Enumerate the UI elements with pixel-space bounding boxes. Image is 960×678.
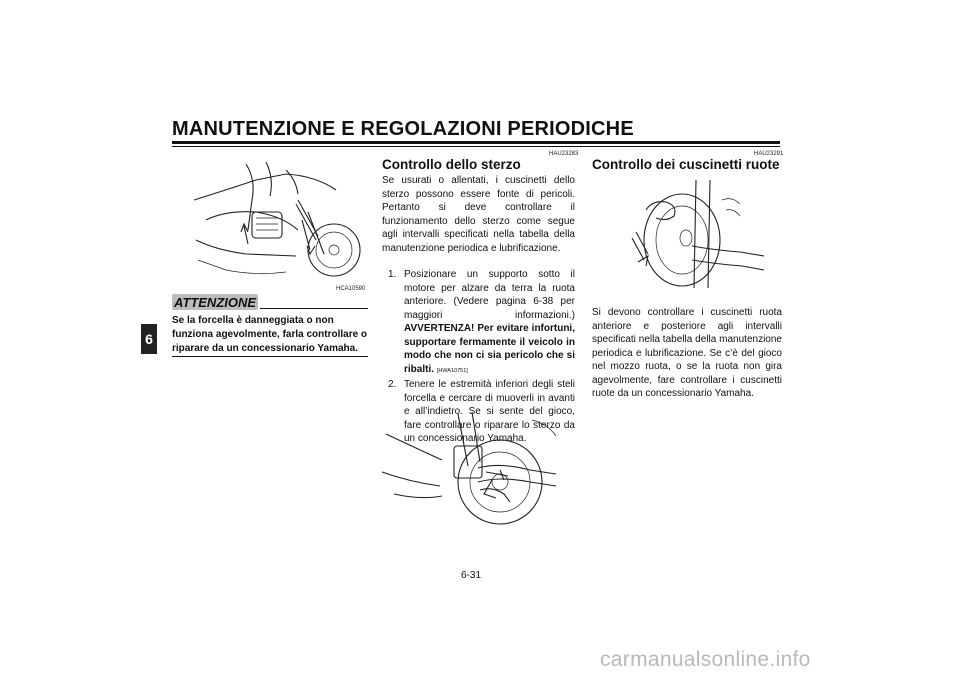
attention-badge: ATTENZIONE [173,294,257,310]
attention-text: Se la forcella è danneggiata o non funziona agevolmente, farla controllare o riparare da un concessionario Yamaha. [172,315,368,354]
step-text: Tenere le estremità inferiori degli steli forcella e cercare di muoverli in avanti e all’indietro. Se si sente del gioco, fare controllare o riparare lo sterzo da un concessionario Yamaha. [404,379,575,444]
section-code: HAU23291 [754,151,784,157]
steering-check-illustration [380,410,566,526]
attention-rule-bottom [172,356,368,357]
watermark-text: carmanualsonline.info [600,648,811,671]
warning-text: AVVERTENZA! Per evitare infortuni, supportare fermamente il veicolo in modo che non ci sia pericolo che si ribalti. [404,323,575,375]
title-rule-thin [172,146,780,147]
chapter-tab: 6 [141,324,157,354]
step-text: Posizionare un supporto sotto il motore per alzare da terra la ruota anteriore. (Vedere pagina 6-38 per maggiori informazioni.) [404,269,575,321]
section-code: HAU23283 [549,151,579,157]
fork-check-illustration [186,160,362,282]
step-number: 2. [388,379,397,390]
list-item [388,268,575,378]
page-title: MANUTENZIONE E REGOLAZIONI PERIODICHE [172,118,634,140]
page-number: 6-31 [461,570,482,581]
warning-code: [HWA10751] [436,367,468,374]
step-number: 1. [388,269,397,280]
section-heading-steering: Controllo dello sterzo [382,157,521,172]
steering-intro: Se usurati o allentati, i cuscinetti dello sterzo possono essere fonte di pericoli. Pertanto si deve controllare il funzionamento dello sterzo come segue agli intervalli specificati nella tabella della manutenzione periodica e lubrificazione. [382,175,575,254]
attention-rule [260,308,368,309]
section-heading-wheel-bearings: Controllo dei cuscinetti ruote [592,157,780,172]
title-rule [172,141,780,144]
wheel-bearing-illustration [622,180,770,288]
figure-code: HCA10590 [336,286,366,292]
wheel-bearings-text: Si devono controllare i cuscinetti ruota anteriore e posteriore agli intervalli specificati nella tabella della manutenzione periodica e lubrificazione. Se c’è del gioco nel mozzo ruota, o se la ruota non gira agevolmente, fare controllare i cuscinetti ruote da un concessionario Yamaha. [592,307,782,399]
